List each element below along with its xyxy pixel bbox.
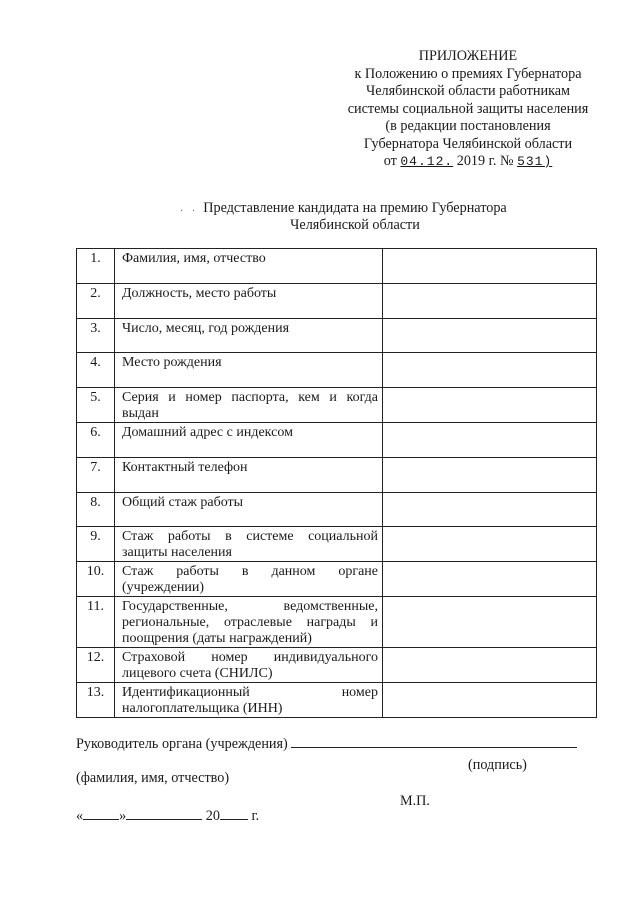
table-row xyxy=(77,319,597,353)
date-close-quote: » xyxy=(119,808,127,824)
row-number: 11. xyxy=(77,597,115,648)
date-line xyxy=(76,807,259,825)
table-row xyxy=(77,388,597,423)
decree-date-line xyxy=(318,153,618,171)
table-row xyxy=(77,683,597,718)
row-number: 3. xyxy=(77,319,115,353)
table-row xyxy=(77,562,597,597)
table-row xyxy=(77,493,597,527)
document-title-line-2: Челябинской области xyxy=(290,217,420,233)
decree-date-value: 04.12. xyxy=(400,154,454,169)
row-number: 8. xyxy=(77,493,115,527)
row-value-field[interactable] xyxy=(383,423,597,458)
head-signature-line xyxy=(76,735,577,753)
row-value-field[interactable] xyxy=(383,493,597,527)
appendix-line-4: (в редакции постановления xyxy=(385,118,551,134)
appendix-line-3: системы социальной защиты населения xyxy=(347,100,589,117)
row-number: 4. xyxy=(77,353,115,388)
date-year-suffix: г. xyxy=(251,808,260,824)
signature-caption: (подпись) xyxy=(468,757,527,773)
row-label: Место рождения xyxy=(115,353,383,388)
row-value-field[interactable] xyxy=(383,388,597,423)
document-title xyxy=(170,200,540,234)
row-label: Стаж работы в системе социальной защиты населения xyxy=(115,527,383,562)
date-year-prefix: 20 xyxy=(205,808,220,824)
row-number: 5. xyxy=(77,388,115,423)
row-value-field[interactable] xyxy=(383,319,597,353)
row-label: Идентификационный номер налогоплательщика (ИНН) xyxy=(115,683,383,718)
signature-field[interactable] xyxy=(291,735,577,748)
appendix-title: ПРИЛОЖЕНИЕ xyxy=(418,48,518,64)
document-title-line-1: Представление кандидата на премию Губернатора xyxy=(203,200,507,216)
row-number: 1. xyxy=(77,249,115,284)
row-value-field[interactable] xyxy=(383,648,597,683)
row-value-field[interactable] xyxy=(383,284,597,319)
row-label: Страховой номер индивидуального лицевого счета (СНИЛС) xyxy=(115,648,383,683)
row-number: 12. xyxy=(77,648,115,683)
row-number: 9. xyxy=(77,527,115,562)
row-value-field[interactable] xyxy=(383,683,597,718)
decree-date-prefix: от xyxy=(383,153,397,169)
row-label: Фамилия, имя, отчество xyxy=(115,249,383,284)
row-label: Число, месяц, год рождения xyxy=(115,319,383,353)
table-row xyxy=(77,527,597,562)
date-year-field[interactable] xyxy=(220,807,248,820)
table-row xyxy=(77,353,597,388)
row-value-field[interactable] xyxy=(383,249,597,284)
appendix-line-5: Губернатора Челябинской области xyxy=(363,135,573,152)
row-number: 10. xyxy=(77,562,115,597)
date-day-field[interactable] xyxy=(83,807,119,820)
table-row xyxy=(77,597,597,648)
scan-speckle: · · xyxy=(180,206,199,217)
table-row xyxy=(77,284,597,319)
date-month-field[interactable] xyxy=(126,807,202,820)
row-value-field[interactable] xyxy=(383,562,597,597)
row-label: Должность, место работы xyxy=(115,284,383,319)
date-open-quote: « xyxy=(76,808,84,824)
head-label: Руководитель органа (учреждения) xyxy=(76,736,288,752)
appendix-line-2: Челябинской области работникам xyxy=(365,83,571,99)
appendix-header xyxy=(318,48,618,171)
row-label: Контактный телефон xyxy=(115,458,383,493)
row-number: 13. xyxy=(77,683,115,718)
row-label: Государственные, ведомственные, региональные, отраслевые награды и поощрения (даты награждений) xyxy=(115,597,383,648)
table-row xyxy=(77,423,597,458)
row-label: Серия и номер паспорта, кем и когда выдан xyxy=(115,388,383,423)
candidate-form-table xyxy=(76,248,597,718)
row-number: 6. xyxy=(77,423,115,458)
decree-number: 531) xyxy=(517,154,553,169)
stamp-label: М.П. xyxy=(400,793,430,809)
row-label: Общий стаж работы xyxy=(115,493,383,527)
row-value-field[interactable] xyxy=(383,353,597,388)
decree-date-year: 2019 г. № xyxy=(456,153,514,169)
row-value-field[interactable] xyxy=(383,527,597,562)
row-value-field[interactable] xyxy=(383,458,597,493)
table-row xyxy=(77,648,597,683)
appendix-line-1: к Положению о премиях Губернатора xyxy=(354,65,582,82)
row-number: 2. xyxy=(77,284,115,319)
name-caption: (фамилия, имя, отчество) xyxy=(76,770,230,786)
row-label: Стаж работы в данном органе (учреждении) xyxy=(115,562,383,597)
row-number: 7. xyxy=(77,458,115,493)
table-row xyxy=(77,249,597,284)
row-label: Домашний адрес с индексом xyxy=(115,423,383,458)
row-value-field[interactable] xyxy=(383,597,597,648)
table-row xyxy=(77,458,597,493)
